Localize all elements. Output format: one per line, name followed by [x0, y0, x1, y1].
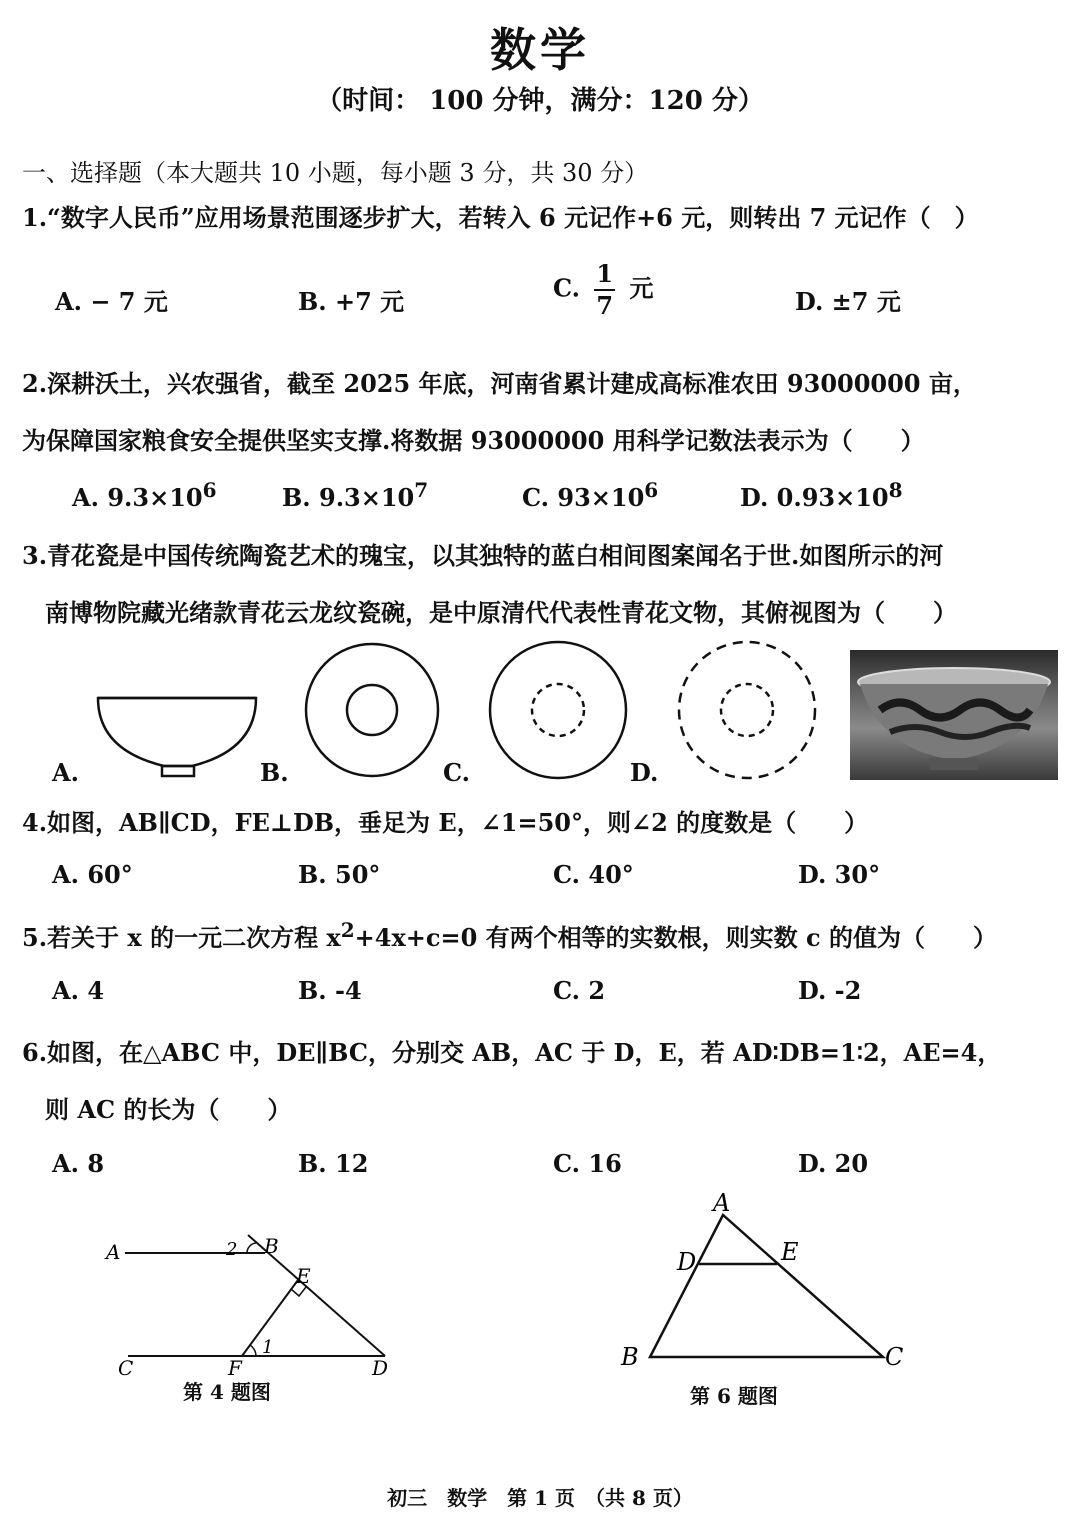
label-a: A — [713, 1189, 731, 1217]
option-base: D. 0.93×10 — [740, 483, 889, 512]
question-6-line-1: 6.如图，在△ABC 中，DE∥BC，分别交 AB，AC 于 D，E，若 AD∶DB=1∶2，AE=4， — [22, 1038, 1002, 1067]
option-c-outer-circle — [490, 642, 626, 778]
question-2-line-2: 为保障国家粮食安全提供坚实支撑.将数据 93000000 用科学记数法表示为（ ） — [22, 426, 925, 455]
bowl-front-view — [98, 698, 256, 766]
option-exponent: 7 — [414, 478, 429, 502]
option-c-label: C. — [553, 273, 581, 303]
label-d: D — [677, 1248, 697, 1276]
question-1-option-d: D. ±7 元 — [795, 287, 901, 316]
question-2-line-1: 2.深耕沃土，兴农强省，截至 2025 年底，河南省累计建成高标准农田 93000000 亩， — [22, 369, 977, 398]
question-1-stem: 1.“数字人民币”应用场景范围逐步扩大，若转入 6 元记作+6 元，则转出 7 元记作（ ） — [22, 203, 979, 232]
label-c: C — [885, 1343, 904, 1371]
question-5-option-a: A. 4 — [52, 976, 105, 1005]
exam-info: （时间： 100 分钟，满分：120 分） — [316, 86, 764, 116]
option-c-inner-circle — [532, 684, 584, 736]
question-3-option-d: D. — [630, 758, 659, 787]
label-e: E — [781, 1238, 799, 1266]
right-angle-mark — [291, 1287, 306, 1296]
question-1-option-a: A. − 7 元 — [55, 287, 168, 316]
option-exponent: 6 — [644, 478, 659, 502]
question-2-option-b — [282, 478, 428, 512]
option-exponent: 6 — [202, 478, 217, 502]
angle-1-arc — [250, 1345, 256, 1356]
figure-4-diagram — [100, 1225, 410, 1385]
figure-6-diagram — [615, 1185, 915, 1375]
question-3-line-2: 南博物院藏光绪款青花云龙纹瓷碗，是中原清代代表性青花文物，其俯视图为（ ） — [45, 598, 957, 627]
question-4-stem: 4.如图，AB∥CD，FE⊥DB，垂足为 E，∠1=50°，则∠2 的度数是（ ） — [22, 808, 869, 837]
option-b-outer-circle — [306, 644, 438, 776]
question-1-option-b: B. +7 元 — [298, 287, 405, 316]
option-c-unit: 元 — [629, 273, 654, 303]
label-c: C — [118, 1356, 134, 1380]
option-base: B. 9.3×10 — [282, 483, 415, 512]
bowl-photo-image — [850, 650, 1058, 780]
page-footer: 初三 数学 第 1 页 （共 8 页） — [387, 1486, 693, 1510]
bowl-foot — [162, 766, 194, 776]
question-6-option-a: A. 8 — [52, 1149, 105, 1178]
triangle-abc — [650, 1215, 883, 1357]
question-2-option-c — [522, 478, 658, 512]
option-base: C. 93×10 — [522, 483, 645, 512]
question-6-option-d: D. 20 — [798, 1149, 869, 1178]
question-3-option-c: C. — [443, 758, 471, 787]
label-b: B — [621, 1343, 639, 1371]
question-4-option-b: B. 50° — [298, 860, 381, 889]
question-2-option-a — [72, 478, 217, 512]
fraction-numerator: 1 — [594, 262, 615, 291]
option-b-inner-circle — [347, 685, 397, 735]
stem-exponent: 2 — [340, 918, 355, 942]
question-2-option-d — [740, 478, 903, 512]
question-3-line-1: 3.青花瓷是中国传统陶瓷艺术的瑰宝，以其独特的蓝白相间图案闻名于世.如图所示的河 — [22, 541, 944, 570]
label-a: A — [106, 1240, 121, 1264]
label-e: E — [296, 1264, 311, 1288]
question-5-option-b: B. -4 — [298, 976, 362, 1005]
question-4-option-a: A. 60° — [52, 860, 133, 889]
bowl-photo — [850, 650, 1058, 780]
question-3-figures — [0, 630, 850, 790]
question-3-option-a: A. — [52, 758, 79, 787]
label-b: B — [264, 1234, 279, 1258]
question-3-option-b: B. — [260, 758, 289, 787]
figure-4-caption: 第 4 题图 — [183, 1380, 271, 1404]
question-5-stem — [22, 918, 997, 953]
question-4-option-d: D. 30° — [798, 860, 881, 889]
page-title: 数学 — [490, 23, 590, 77]
angle-2-arc — [247, 1243, 256, 1253]
label-f: F — [228, 1356, 242, 1380]
label-d: D — [372, 1356, 389, 1380]
figure-6-caption: 第 6 题图 — [690, 1384, 778, 1408]
fraction — [594, 259, 615, 320]
question-6-line-2: 则 AC 的长为（ ） — [45, 1095, 292, 1124]
question-1-option-c — [553, 259, 654, 320]
question-5-option-d: D. -2 — [798, 976, 862, 1005]
stem-end: +4x+c=0 有两个相等的实数根，则实数 c 的值为（ ） — [354, 923, 997, 952]
question-6-option-c: C. 16 — [553, 1149, 622, 1178]
fraction-denominator: 7 — [596, 291, 614, 320]
option-base: A. 9.3×10 — [72, 483, 203, 512]
option-d-inner-circle — [721, 684, 773, 736]
option-exponent: 8 — [888, 478, 903, 502]
question-5-option-c: C. 2 — [553, 976, 606, 1005]
option-d-outer-circle — [679, 642, 815, 778]
question-6-option-b: B. 12 — [298, 1149, 369, 1178]
section-heading: 一、选择题（本大题共 10 小题，每小题 3 分，共 30 分） — [22, 159, 649, 187]
label-angle-1: 1 — [262, 1337, 274, 1358]
stem-start: 5.若关于 x 的一元二次方程 x — [22, 923, 341, 952]
label-angle-2: 2 — [226, 1239, 238, 1260]
question-4-option-c: C. 40° — [553, 860, 634, 889]
